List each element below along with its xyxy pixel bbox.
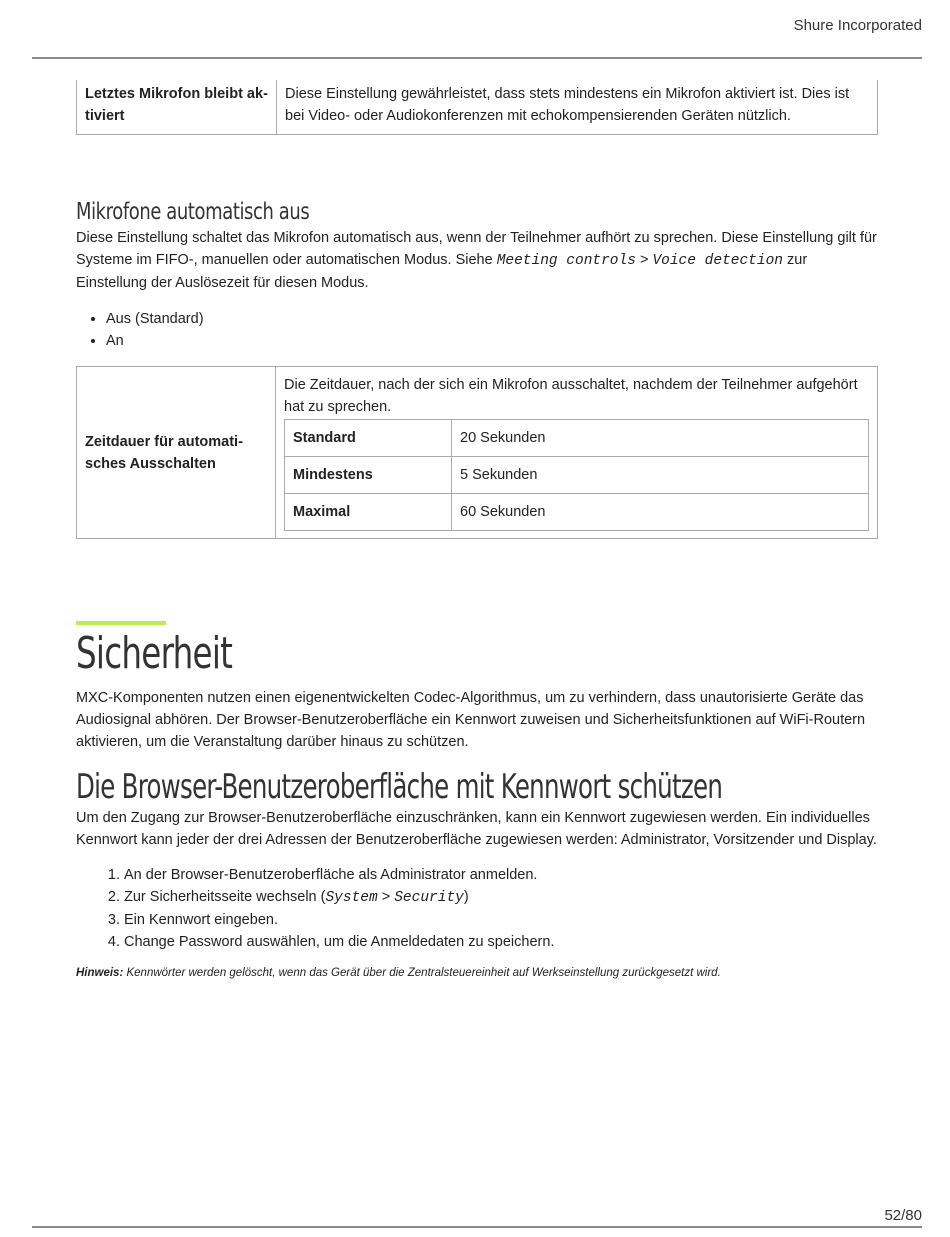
- duration-key: Standard: [285, 420, 452, 457]
- table-row: [77, 80, 878, 135]
- password-steps-list: [76, 864, 878, 953]
- security-paragraph: MXC-Komponenten nutzen einen eigenentwickelten Codec-Algorithmus, um zu verhindern, dass unautorisierte Geräte das Audiosignal abhören. Der Browser-Benutzeroberfläche ein Kennwort zuweisen und Sicherheitsfunktionen auf WiFi-Routern aktivieren, um die Veranstaltung darüber hinaus zu schützen.: [76, 690, 866, 750]
- duration-value: 60 Sekunden: [452, 494, 869, 531]
- list-item: 1. An der Browser-Benutzeroberfläche als Administrator anmelden.: [124, 864, 878, 886]
- menu-path-code: Security: [394, 890, 464, 906]
- password-paragraph: Um den Zugang zur Browser-Benutzeroberfläche einzuschränken, kann ein Kennwort zugewiesen werden. Ein individuelles Kennwort kann jeder der drei Adressen der Benutzeroberfläche zugewiesen werden: Administrator, Vorsitzender und Display.: [76, 810, 877, 848]
- path-separator: >: [377, 889, 395, 905]
- paragraph-text: zur Einstellung der Auslösezeit für diesen Modus.: [76, 252, 808, 291]
- page-content: [76, 80, 878, 981]
- list-item: • Aus (Standard): [106, 308, 878, 330]
- list-item: 4. Change Password auswählen, um die Anmeldedaten zu speichern.: [124, 931, 878, 953]
- auto-off-paragraph: [76, 227, 878, 294]
- duration-key: Mindestens: [285, 457, 452, 494]
- page-header-company: Shure Incorporated: [793, 17, 922, 34]
- list-item: • An: [106, 330, 878, 352]
- list-item: 3. Ein Kennwort eingeben.: [124, 909, 878, 931]
- table-description-text: Die Zeitdauer, nach der sich ein Mikrofon ausschaltet, nachdem der Teilnehmer aufgehört hat zu sprechen.: [284, 377, 858, 415]
- menu-path-code: System: [325, 890, 378, 906]
- duration-values-table: [284, 419, 869, 531]
- duration-value: 20 Sekunden: [452, 420, 869, 457]
- settings-table-auto-off: [76, 366, 878, 539]
- auto-off-options-list: [76, 308, 878, 352]
- settings-table-last-mic: [76, 80, 878, 135]
- note-text: Kennwörter werden gelöscht, wenn das Gerät über die Zentralsteuereinheit auf Werkseinstellung zurückgesetzt wird.: [123, 967, 721, 979]
- table-row: [285, 420, 869, 457]
- menu-path-code: Voice detection: [652, 253, 783, 269]
- table-description-cell: Diese Einstellung gewährleistet, dass stets mindestens ein Mikrofon aktiviert ist. Dies ist bei Video- oder Audiokonferenzen mit echokompensierenden Geräten nützlich.: [277, 80, 878, 135]
- section-heading-password: Die Browser-Benutzeroberfläche mit Kennwort schützen: [76, 767, 723, 807]
- section-heading-auto-off: Mikrofone automatisch aus: [76, 199, 310, 225]
- path-separator: >: [635, 252, 653, 268]
- note-label: Hinweis:: [76, 967, 124, 979]
- duration-key: Maximal: [285, 494, 452, 531]
- note: [76, 965, 878, 981]
- paragraph-text: Diese Einstellung schaltet das Mikrofon automatisch aus, wenn der Teilnehmer aufhört zu sprechen. Diese Einstellung gilt für Systeme im FIFO-, manuellen oder automatischen Modus. Siehe: [76, 230, 877, 268]
- header-rule: [32, 57, 922, 59]
- section-heading-security: Sicherheit: [76, 628, 233, 679]
- footer-rule: [32, 1226, 922, 1228]
- section-accent-bar: [76, 621, 166, 625]
- table-row: [77, 367, 878, 539]
- duration-value: 5 Sekunden: [452, 457, 869, 494]
- table-description-cell: [276, 367, 878, 539]
- list-item: [124, 886, 878, 909]
- table-label-cell: Zeitdauer für automatisches Ausschalten: [77, 367, 276, 539]
- menu-path-code: Meeting controls: [496, 253, 636, 269]
- step-text: ): [463, 889, 469, 905]
- table-row: [285, 494, 869, 531]
- table-row: [285, 457, 869, 494]
- page-number: 52/80: [884, 1207, 922, 1224]
- table-label-cell: Letztes Mikrofon bleibt aktiviert: [77, 80, 277, 135]
- step-text: Zur Sicherheitsseite wechseln (: [124, 889, 326, 905]
